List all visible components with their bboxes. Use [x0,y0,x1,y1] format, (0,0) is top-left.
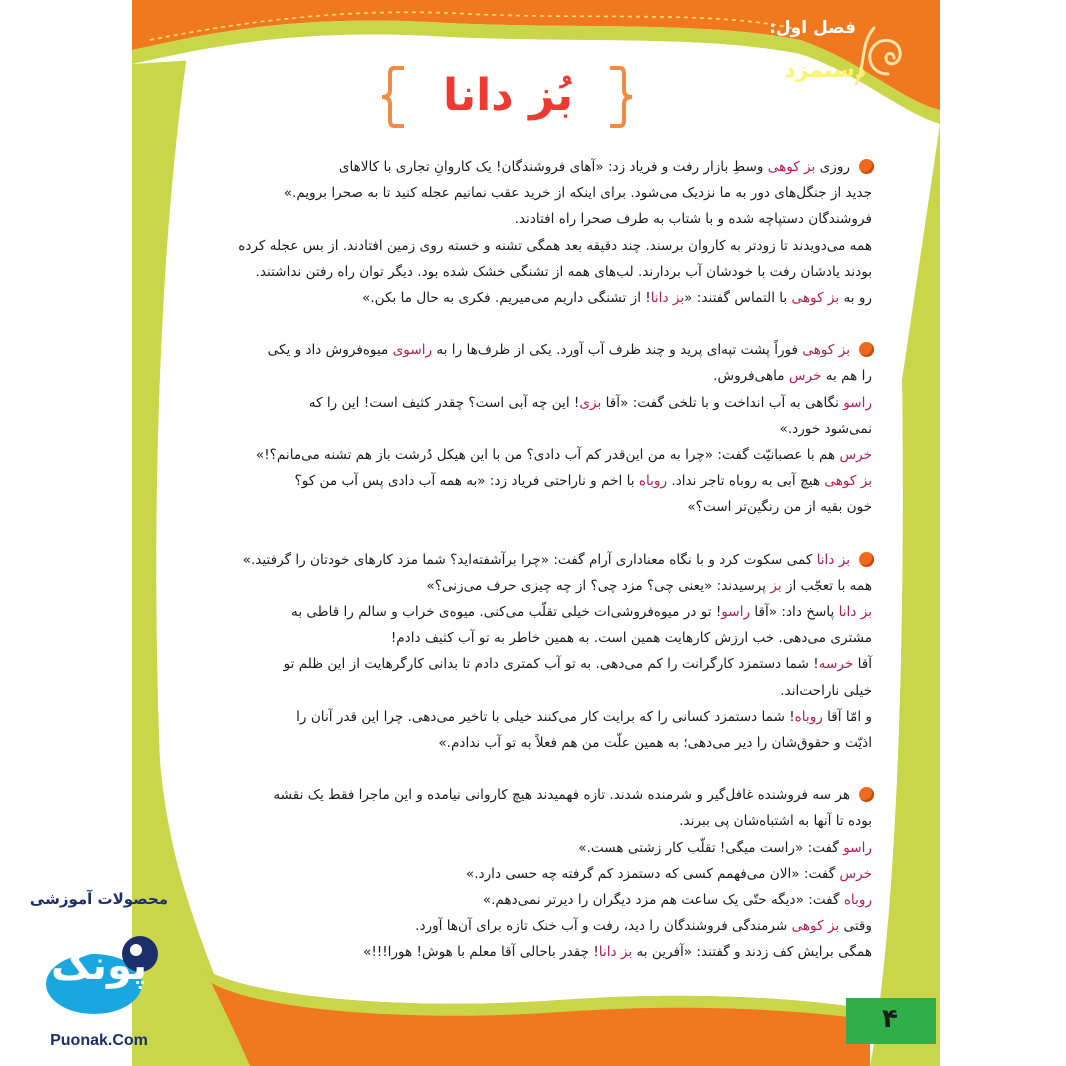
text-run: میوه‌فروش داد و یکی [267,342,393,359]
text-run: با اخم و ناراحتی فریاد زد: «به همه آب دادی پس آب من کو؟ [294,473,639,490]
text-run: شرمندگی فروشندگان را دید، رفت و آب خنک تازه برای آن‌ها آورد. [415,918,792,935]
text-run: کمی سکوت کرد و با نگاه معناداری آرام گفت: «چرا برآشفته‌اید؟ شما مزد کارهای خودتان را گرفتید.» [242,551,817,568]
character-name: راسوی [392,342,433,359]
paragraph-gap [196,756,872,782]
text-run: خون بقیه از من رنگین‌تر است؟» [687,499,872,516]
character-name: بزی [579,394,602,411]
text-run: همگی برایش کف زدند و گفتند: «آفرین به [632,944,872,961]
character-name: بز دانا [816,551,850,568]
chapter-name: دستمزد [784,58,866,83]
text-run: ! چقدر باحالی آقا معلم با هوش! هورا!!!» [363,944,599,961]
text-run: هم با عصبانیّت گفت: «چرا به من این‌قدر کم آب دادی؟ من با این هیکل دُرشت باز هم تشنه می‌مانم؟!» [255,447,840,464]
text-line [196,835,872,861]
story-title: بُز دانا [443,69,573,121]
text-run: هر سه فروشنده غافل‌گیر و شرمنده شدند. تازه فهمیدند هیچ کاروانی نیامده و این ماجرا فقط یک نقشه [273,787,850,804]
text-run: گفت: «دیگه حتّی یک ساعت هم مزد دیگران را دیرتر نمی‌دهم.» [482,892,844,909]
logo-url: Puonak.Com [50,1032,148,1049]
text-run: وسطِ بازار رفت و فریاد زد: «آهای فروشندگان! یک کاروانِ تجاری با کالاهای [338,159,768,175]
story-text [196,154,872,966]
text-run: بودند یادشان رفت با خودشان آب بردارند. لب‌های همه از تشنگی خشک شده بود. دیگر توان راه رفتن نداشتند. [255,263,872,280]
text-run: گفت: «راست میگی! تقلّب کار زشتی هست.» [578,839,844,856]
text-run: آقا [853,656,872,673]
paragraph-gap [196,311,872,337]
text-run: جدید از جنگل‌های دور به ما نزدیک می‌شود. برای اینکه از خرید عقب نمانیم عجله کنید تا به صحرا برویم.» [283,185,872,202]
character-name: خرس [788,368,822,385]
character-name: بز دانا [650,290,685,307]
character-name: بز کوهی [791,918,840,935]
character-name: بز کوهی [791,290,840,307]
story-paragraph [196,782,872,965]
orange-bullet-icon [859,552,874,567]
text-run: با التماس گفتند: « [684,290,792,307]
chapter-label: فصل اول: [769,18,856,38]
swirl-ornament-icon [846,14,930,98]
text-line [196,390,872,416]
text-line [196,442,872,468]
character-name: بز دانا [598,944,633,961]
story-paragraph [196,337,872,520]
orange-bullet-icon [859,159,874,174]
character-name: خرس [839,447,872,464]
text-line [196,651,872,677]
character-name: روباه [843,892,872,909]
text-line [196,678,872,704]
character-name: راسو [721,604,751,621]
text-run: ! از تشنگی داریم می‌میریم. فکری به حال ما بکن.» [362,290,651,307]
text-run: همه با تعجّب از [781,577,872,594]
text-run: فروشندگان دستپاچه شده و با شتاب به طرف صحرا راه افتادند. [514,211,872,228]
page-number-tab [844,996,936,1042]
text-run: ! تو در میوه‌فروشی‌ات خیلی تقلّب می‌کنی. میوه‌ی خراب و سالم را قاطی به [291,604,722,621]
text-line [196,808,872,834]
text-line [196,259,872,285]
text-run: مشتری می‌دهی. خب ارزش کارهایت همین است. به همین خاطر به تو آب کثیف دادم! [390,630,872,647]
text-run: فوراً پشت تپه‌ای پرید و چند ظرف آب آورد. یکی از ظرف‌ها را به [432,342,803,359]
character-name: خرس [839,865,872,882]
text-line [196,861,872,887]
text-line [196,468,872,494]
character-name: روباه [638,473,668,490]
text-line [196,337,872,363]
character-name: بز کوهی [767,159,816,175]
text-run: ! این چه آبی است؟ چقدر کثیف است! این را که [308,394,580,411]
text-run: و امّا آقا [822,708,872,725]
text-run: وقتی [839,918,872,935]
text-run: خیلی ناراحت‌اند. [780,682,872,699]
logo-glyph: پونک [50,943,148,989]
publisher-logo [14,890,184,1060]
text-run: نمی‌شود خورد.» [779,420,872,437]
text-line [196,206,872,232]
character-name: بز دانا [838,604,872,621]
text-line [196,547,872,573]
text-line [196,913,872,939]
text-line [196,939,872,965]
character-name: بز [770,577,782,594]
text-run: پرسیدند: «یعنی چی؟ مزد چی؟ از چه چیزی حرف می‌زنی؟» [426,577,771,594]
character-name: بز کوهی [824,473,872,490]
text-run: هیچ آبی به روباه تاجر نداد. [667,473,825,490]
text-line [196,887,872,913]
story-paragraph [196,154,872,311]
text-line [196,625,872,651]
text-line [196,154,872,180]
character-name: راسو [843,839,872,856]
text-line [196,180,872,206]
text-line [196,494,872,520]
page-number: ۴ [882,1004,898,1034]
text-line [196,233,872,259]
text-line [196,285,872,311]
text-run: روزی [815,159,850,175]
text-run: ماهی‌فروش. [713,368,789,385]
character-name: خرسه [818,656,854,673]
text-run: پاسخ داد: «آقا [750,604,839,621]
text-line [196,782,872,808]
text-run: نگاهی به آب انداخت و با تلخی گفت: «آقا [601,394,844,411]
character-name: راسو [843,394,872,411]
logo-top-text: محصولات آموزشی [29,890,169,908]
text-run: رو به [839,290,872,307]
text-run: ! شما دستمزد کارگرانت را کم می‌دهی. به تو آب کمتری دادم تا بدانی کارگرهایت از این ظلم تو [283,656,819,673]
text-line [196,730,872,756]
text-line [196,416,872,442]
paragraph-gap [196,521,872,547]
text-run: ! شما دستمزد کسانی را که برایت کار می‌کنند خیلی با تاخیر می‌دهی. چرا این قدر آنان را [296,708,795,725]
character-name: روباه [794,708,823,725]
text-run: همه می‌دویدند تا زودتر به کاروان برسند. چند دقیقه بعد همگی تشنه و خسته روی زمین افتادند. از بس عجله کرده [238,237,872,254]
character-name: بز کوهی [802,342,850,359]
text-line [196,704,872,730]
text-line [196,573,872,599]
story-paragraph [196,547,872,757]
text-line [196,599,872,625]
text-run: اذیّت و حقوق‌شان را دیر می‌دهی؛ به همین علّت من هم فعلاً به تو آب ندادم.» [438,735,872,752]
text-line [196,363,872,389]
text-run: بوده تا آنها به اشتباه‌شان پی ببرند. [679,813,872,830]
text-run: را هم به [821,368,872,385]
text-run: گفت: «الان می‌فهمم کسی که دستمزد کم گرفته چه حسی دارد.» [465,865,840,882]
